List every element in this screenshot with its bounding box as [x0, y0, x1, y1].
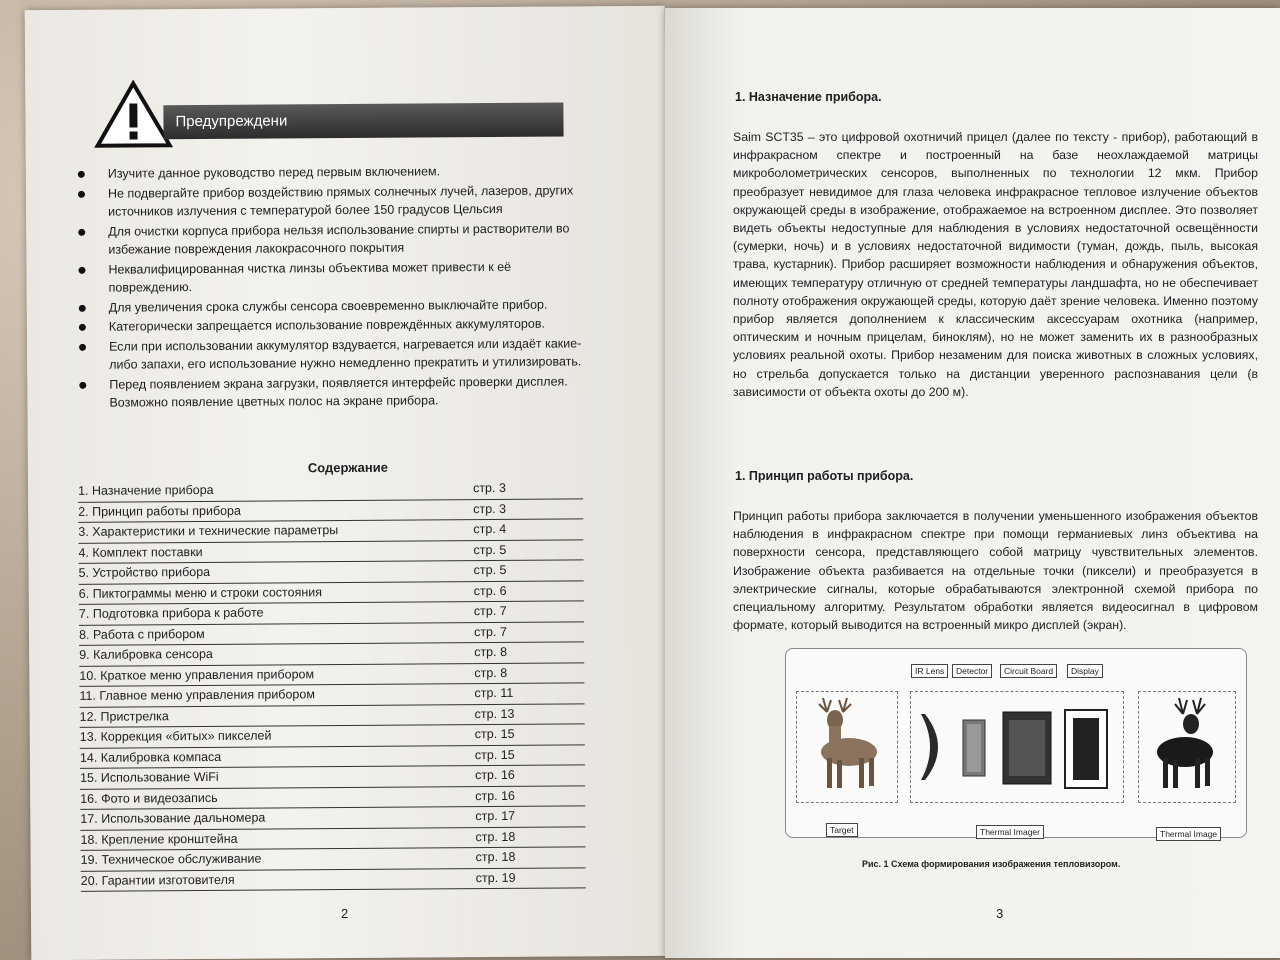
warning-header	[93, 76, 573, 149]
toc-row: 6. Пиктограммы меню и строки состояния стр. 6	[79, 581, 584, 605]
list-item: Не подвергайте прибор воздействию прямых солнечных лучей, лазеров, других источников излучения с температурой более 150 градусов Цельсия	[76, 181, 596, 222]
toc-row: 14. Калибровка компаса стр. 15	[80, 745, 585, 769]
toc-row: 3. Характеристики и технические параметры стр. 4	[78, 519, 583, 543]
target-frame	[796, 691, 898, 803]
toc-row: 2. Принцип работы прибора стр. 3	[78, 499, 583, 523]
circuit-board-label: Circuit Board	[1000, 664, 1057, 678]
list-item: Если при использовании аккумулятор вздувается, нагревается или издаёт какие-либо запахи, его использование нужно немедленно прекратить и утилизировать.	[77, 334, 597, 375]
toc-row: 9. Калибровка сенсора стр. 8	[79, 642, 584, 666]
toc-row: 11. Главное меню управления прибором стр. 11	[79, 683, 584, 707]
left-page	[25, 6, 672, 960]
list-item: Для очистки корпуса прибора нельзя использование спирты и растворители во избежание повреждения лакокрасочного покрытия	[76, 219, 596, 260]
list-item: Категорически запрещается использование повреждённых аккумуляторов.	[77, 314, 597, 336]
detector-label: Detector	[952, 664, 992, 678]
list-item: Изучите данное руководство перед первым включением.	[76, 161, 596, 183]
toc-row: 13. Коррекция «битых» пикселей стр. 15	[80, 724, 585, 748]
toc-row: 5. Устройство прибора стр. 5	[79, 560, 584, 584]
right-page	[665, 8, 1280, 958]
thermal-image-frame	[1138, 691, 1236, 803]
bullet-icon	[78, 266, 85, 273]
bullet-icon	[79, 304, 86, 311]
list-item: Неквалифицированная чистка линзы объектива может привести к её повреждению.	[76, 257, 596, 298]
toc-title: Содержание	[307, 459, 388, 476]
toc-row: 20. Гарантии изготовителя стр. 19	[81, 868, 586, 892]
list-item: Перед появлением экрана загрузки, появляется интерфейс проверки дисплея. Возможно появление цветных полос на экране прибора.	[77, 372, 597, 413]
list-item: Для увеличения срока службы сенсора своевременно выключайте прибор.	[77, 295, 597, 317]
bullet-icon	[79, 324, 86, 331]
page-number: 3	[996, 906, 1004, 921]
bullet-icon	[78, 190, 85, 197]
section-title: 1. Принцип работы прибора.	[735, 469, 914, 483]
toc-row: 18. Крепление кронштейна стр. 18	[80, 827, 585, 851]
toc-row: 17. Использование дальномера стр. 17	[80, 806, 585, 830]
bullet-icon	[78, 171, 85, 178]
warning-triangle-icon	[93, 79, 173, 150]
toc-row: 1. Назначение прибора стр. 3	[78, 478, 583, 502]
imager-components-icon	[911, 692, 1123, 802]
toc-row: 19. Техническое обслуживание стр. 18	[81, 847, 586, 871]
figure-caption: Рис. 1 Схема формирования изображения тепловизором.	[862, 859, 1121, 869]
bullet-icon	[78, 228, 85, 235]
thermal-deer-icon	[1139, 692, 1235, 802]
toc-row: 12. Пристрелка стр. 13	[80, 704, 585, 728]
ir-lens-label: IR Lens	[911, 664, 948, 678]
warning-list	[76, 161, 598, 413]
toc-row: 15. Использование WiFi стр. 16	[80, 765, 585, 789]
table-of-contents	[78, 478, 586, 892]
toc-row: 10. Краткое меню управления прибором стр. 8	[79, 663, 584, 687]
section-title: 1. Назначение прибора.	[735, 90, 882, 104]
toc-row: 16. Фото и видеозапись стр. 16	[80, 786, 585, 810]
display-label: Display	[1067, 664, 1103, 678]
section-paragraph: Saim SCT35 – это цифровой охотничий прицел (далее по тексту - прибор), работающий в инфракрасном спектре и построенный на базе неохлаждаемой матрицы микроболометрических сенсоров, выполненных по технологии 12 мкм. Прибор преобразует невидимое для глаза человека инфракрасное тепловое излучение объектов окружающей среды в изображение, отображаемое на встроенном дисплее. Это позволяет видеть объекты недоступные для наблюдения в условиях недостаточной освещённости (сумерки, ночь) и в условиях недостаточной видимости (туман, дождь, пыль, высокая трава, кустарник). Прибор расширяет возможности наблюдения и обнаружения объектов, имеющих температуру отличную от средней температуры ландшафта, но не обеспечивает полноту отображения окружающей среды, которую даёт зрение человека. Именно поэтому прибор является дополнением к классическим аксессуарам охотника (например, оптическим и ночным прицелам, биноклям), но не может заменить их в разнообразных условиях реальной охоты. Прибор незаменим для поиска животных в сложных условиях, но стрельба допускается только на дистанции уверенного распознавания цели (в зависимости от объекта охоты до 200 м).	[733, 130, 1258, 399]
toc-row: 8. Работа с прибором стр. 7	[79, 622, 584, 646]
bullet-icon	[79, 381, 86, 388]
deer-photo-icon	[797, 692, 897, 802]
target-label: Target	[826, 823, 858, 837]
thermal-imager-frame	[910, 691, 1124, 803]
toc-row: 4. Комплект поставки стр. 5	[78, 540, 583, 564]
thermal-image-label: Thermal Image	[1156, 827, 1221, 841]
warning-title: Предупреждени	[163, 102, 563, 139]
thermal-imager-label: Thermal Imager	[976, 825, 1044, 839]
thermal-imager-diagram	[785, 648, 1247, 838]
page-number: 2	[340, 906, 349, 922]
bullet-icon	[79, 343, 86, 350]
toc-row: 7. Подготовка прибора к работе стр. 7	[79, 601, 584, 625]
section-paragraph: Принцип работы прибора заключается в получении уменьшенного изображения объектов наблюдения в инфракрасном спектре при помощи германиевых линз объектива на поверхности сенсора, представляющего собой матрицу чувствительных элементов. Изображение объекта разбивается на отдельные точки (пиксели) и преобразуется в электрические сигналы, которые обрабатываются электронной схемой прибора по специальному алгоритму. Результатом обработки является видеосигнал в цифровом формате, который выводится на встроенный микро дисплей (экран).	[733, 509, 1258, 633]
